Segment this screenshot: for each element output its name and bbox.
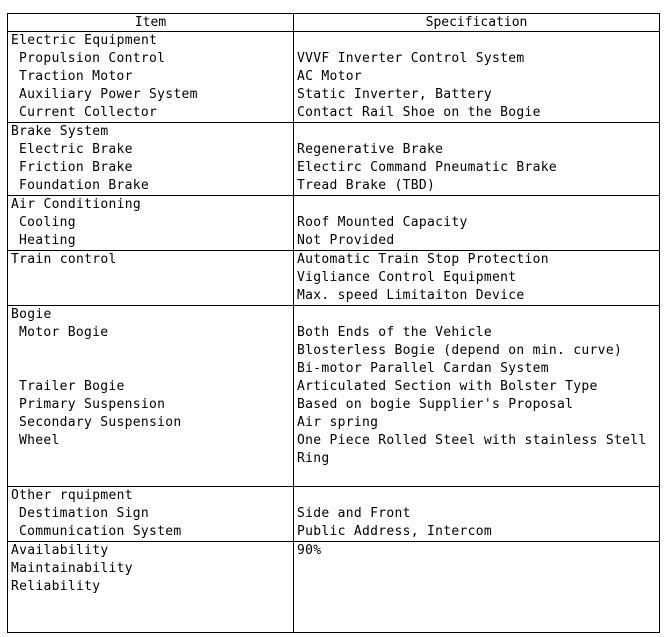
item-label: Destimation Sign [19, 506, 150, 521]
item-label: Availability [11, 543, 109, 558]
spacer-line [297, 614, 659, 632]
bogie-row [8, 306, 660, 487]
item-label: Trailer Bogie [19, 379, 125, 394]
spec-text: 90% [297, 543, 322, 558]
spacer-line [297, 123, 659, 141]
specification-column-header: Specification [294, 14, 660, 32]
item-label: Reliability [11, 579, 101, 594]
group-title: Train control [11, 252, 117, 267]
ram-row [8, 542, 660, 633]
spec-text: Max. speed Limitaiton Device [297, 288, 525, 303]
spec-text: Automatic Train Stop Protection [297, 252, 549, 267]
item-label: Foundation Brake [19, 178, 150, 193]
item-cell [8, 251, 294, 306]
spacer-line [297, 578, 659, 596]
item-label: Motor Bogie [19, 325, 109, 340]
spacer-line [297, 596, 659, 614]
specification-cell [294, 32, 660, 123]
item-label: Communication System [19, 524, 182, 539]
spacer-line [297, 306, 659, 324]
group-title: Brake System [11, 124, 109, 139]
item-column-header: Item [8, 14, 294, 32]
spacer-line [11, 360, 293, 378]
item-cell [8, 32, 294, 123]
spec-text: Both Ends of the Vehicle [297, 325, 493, 340]
spacer-line [297, 468, 659, 486]
item-label: Cooling [19, 215, 76, 230]
other-equipment-row [8, 487, 660, 542]
item-label: Auxiliary Power System [19, 87, 198, 102]
item-cell [8, 196, 294, 251]
spec-text: Contact Rail Shoe on the Bogie [297, 105, 541, 120]
spec-text: VVVF Inverter Control System [297, 51, 525, 66]
spec-text: Static Inverter, Battery [297, 87, 493, 102]
item-label: Heating [19, 233, 76, 248]
spacer-line [297, 196, 659, 214]
spec-text: Bi-motor Parallel Cardan System [297, 361, 549, 376]
spacer-line [11, 468, 293, 486]
item-cell [8, 542, 294, 633]
electric-equipment-row [8, 32, 660, 123]
spec-text: Tread Brake (TBD) [297, 178, 436, 193]
spec-text: Based on bogie Supplier's Proposal [297, 397, 574, 412]
spacer-line [297, 560, 659, 578]
spec-text: Vigliance Control Equipment [297, 270, 517, 285]
spec-text: Blosterless Bogie (depend on min. curve) [297, 343, 623, 358]
specification-cell [294, 123, 660, 196]
spec-text: Not Provided [297, 233, 395, 248]
item-label: Electric Brake [19, 142, 133, 157]
brake-system-row [8, 123, 660, 196]
item-label: Wheel [19, 433, 60, 448]
item-label: Primary Suspension [19, 397, 166, 412]
item-label: Maintainability [11, 561, 133, 576]
item-label: Current Collector [19, 105, 158, 120]
item-cell [8, 306, 294, 487]
spec-text: Ring [297, 451, 330, 466]
item-cell [8, 123, 294, 196]
spacer-line [11, 450, 293, 468]
group-title: Electric Equipment [11, 33, 158, 48]
spec-text: Air spring [297, 415, 379, 430]
header-row [8, 14, 660, 32]
spec-text: AC Motor [297, 69, 363, 84]
specification-cell [294, 306, 660, 487]
spec-text: Electirc Command Pneumatic Brake [297, 160, 558, 175]
item-label: Propulsion Control [19, 51, 166, 66]
item-label: Secondary Suspension [19, 415, 182, 430]
spacer-line [297, 32, 659, 50]
specification-cell [294, 542, 660, 633]
spec-text: Roof Mounted Capacity [297, 215, 468, 230]
spacer-line [11, 342, 293, 360]
spacer-line [11, 596, 293, 614]
spec-text: Public Address, Intercom [297, 524, 493, 539]
spacer-line [11, 287, 293, 305]
specification-table [7, 13, 660, 633]
spacer-line [11, 614, 293, 632]
group-title: Bogie [11, 307, 52, 322]
specification-cell [294, 196, 660, 251]
spec-text: Side and Front [297, 506, 411, 521]
spacer-line [11, 269, 293, 287]
group-title: Air Conditioning [11, 197, 142, 212]
spacer-line [297, 487, 659, 505]
specification-cell [294, 251, 660, 306]
group-title: Other rquipment [11, 488, 133, 503]
train-control-row [8, 251, 660, 306]
item-label: Friction Brake [19, 160, 133, 175]
air-conditioning-row [8, 196, 660, 251]
specification-cell [294, 487, 660, 542]
spec-text: One Piece Rolled Steel with stainless Stell [297, 433, 647, 448]
item-cell [8, 487, 294, 542]
item-label: Traction Motor [19, 69, 133, 84]
spec-text: Articulated Section with Bolster Type [297, 379, 598, 394]
spec-text: Regenerative Brake [297, 142, 444, 157]
